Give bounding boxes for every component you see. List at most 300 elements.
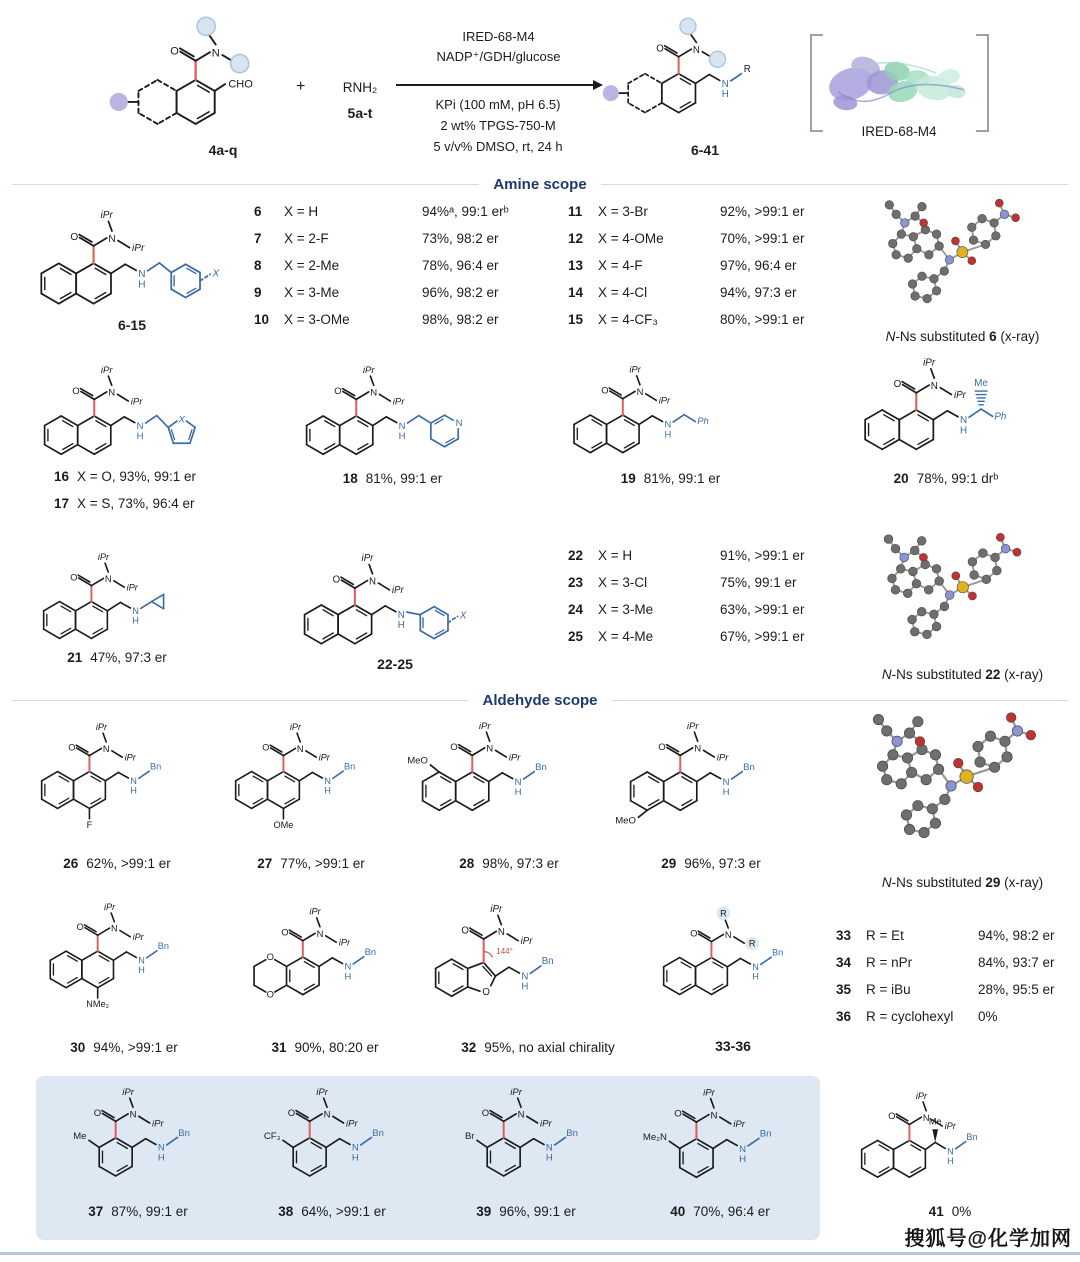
atom-label: O xyxy=(334,385,342,397)
result: 75%, 99:1 er xyxy=(720,575,797,590)
structure-31-svg xyxy=(236,894,432,1025)
compound-number: 33 xyxy=(836,928,852,943)
compound-number: 16 xyxy=(54,469,70,484)
scope-entry xyxy=(836,955,1055,982)
scope-entry xyxy=(836,1009,1055,1036)
compound-number: 10 xyxy=(254,312,270,327)
atom-label: CHO xyxy=(228,78,253,91)
atom-label: O xyxy=(658,741,666,753)
plus-sign: + xyxy=(296,78,306,95)
xray-caption-part: 22 xyxy=(985,667,1001,682)
result: 28%, 95:5 er xyxy=(978,982,1055,997)
atom-label: H xyxy=(722,786,730,798)
result: 94%, 97:3 er xyxy=(720,285,797,300)
bottom-rule xyxy=(0,1252,1080,1255)
structure-38-svg xyxy=(242,1084,424,1205)
atom-label: N xyxy=(486,743,494,755)
scope-entry xyxy=(568,258,804,285)
atom-label: N xyxy=(724,930,732,940)
substituent: X = 4-CF₃ xyxy=(598,312,658,327)
substituent: X = 4-F xyxy=(598,258,643,273)
compound-number: 30 xyxy=(70,1040,86,1055)
structure-22-25 xyxy=(286,540,488,675)
caption-39 xyxy=(438,1204,614,1219)
amine-formula: RNH₂ xyxy=(342,80,378,95)
atom-label: H xyxy=(960,425,968,437)
substituent: X = 3-Me xyxy=(598,602,654,617)
caption-31 xyxy=(232,1040,418,1055)
atom-label: H xyxy=(545,1152,553,1164)
atom-label: H xyxy=(351,1152,359,1164)
result: 92%, >99:1 er xyxy=(720,204,805,219)
atom-label: N xyxy=(455,417,463,429)
atom-label: Bn xyxy=(743,761,755,773)
atom-label: Bn xyxy=(541,956,554,968)
atom-label: N xyxy=(132,606,139,616)
atom-label: O xyxy=(266,951,274,963)
substrate-structure xyxy=(102,10,349,146)
product-label: 6-41 xyxy=(690,142,720,158)
atom-label: iPr xyxy=(953,389,966,401)
scope-entry xyxy=(568,629,804,656)
atom-label: Bn xyxy=(966,1132,978,1142)
atom-label: H xyxy=(344,970,352,982)
enzyme-ribbon-image xyxy=(824,36,974,124)
substituent: X = 4-Me xyxy=(598,629,654,644)
enzyme-ribbon-svg xyxy=(824,36,974,124)
atom-label: N xyxy=(960,415,968,427)
xray-caption-part: (x-ray) xyxy=(1000,875,1044,890)
compound-result: X = O, 93%, 99:1 er xyxy=(77,469,196,484)
compound-number: 14 xyxy=(568,285,584,300)
structure-28-svg xyxy=(404,708,604,841)
xray-image-6 xyxy=(846,192,1060,308)
xray-image-29 xyxy=(840,704,1070,844)
atom-label: H xyxy=(664,428,672,440)
atom-label: iPr xyxy=(104,901,116,912)
compound-number: 39 xyxy=(476,1204,492,1219)
atom-label: N xyxy=(136,420,144,432)
structure-38 xyxy=(242,1084,424,1205)
atom-label: H xyxy=(397,620,405,632)
atom-label: iPr xyxy=(510,1086,522,1098)
atom-label: N xyxy=(108,233,116,245)
atom-label: N xyxy=(739,1143,747,1155)
compound-result: 78%, 99:1 drᵇ xyxy=(916,471,999,486)
substrate-structure-svg xyxy=(102,10,349,146)
atom-label: N xyxy=(369,576,377,588)
structure-21 xyxy=(26,540,218,668)
atom-label: H xyxy=(721,88,729,100)
xray-caption-part: -Ns substituted xyxy=(891,875,986,890)
compound-number: 6 xyxy=(254,204,262,219)
caption-21 xyxy=(28,650,206,665)
compound-result: 87%, 99:1 er xyxy=(111,1204,188,1219)
atom-label: Bn xyxy=(759,1128,772,1140)
atom-label: iPr xyxy=(520,936,533,948)
atom-label: N xyxy=(316,928,324,940)
atom-label: R xyxy=(748,938,756,949)
compound-number: 40 xyxy=(670,1204,686,1219)
condition-line: 5 v/v% DMSO, rt, 24 h xyxy=(433,139,563,154)
atom-label: Bn xyxy=(343,761,356,772)
xray-caption-29 xyxy=(830,860,1080,905)
atom-label: O xyxy=(262,742,270,753)
structure-31 xyxy=(236,894,432,1025)
result: 78%, 96:4 er xyxy=(422,258,499,273)
substituent: X = 2-Me xyxy=(284,258,340,273)
compound-number: 31 xyxy=(271,1040,287,1055)
atom-label: N xyxy=(947,1146,954,1157)
atom-label: iPr xyxy=(478,720,491,732)
condition-line: KPi (100 mM, pH 6.5) xyxy=(435,97,561,112)
result: 80%, >99:1 er xyxy=(720,312,805,327)
scope-entry xyxy=(568,285,804,312)
compound-result: 47%, 97:3 er xyxy=(90,650,167,665)
atom-label: N xyxy=(138,955,145,966)
compound-number: 13 xyxy=(568,258,584,273)
atom-label: iPr xyxy=(122,1086,134,1098)
compound-number: 11 xyxy=(568,204,583,219)
atom-label: Bn xyxy=(364,946,377,958)
caption-27 xyxy=(222,856,400,871)
compound-result: 62%, >99:1 er xyxy=(86,856,171,871)
structure-20 xyxy=(846,344,1052,481)
atom-label: iPr xyxy=(540,1118,552,1130)
compound-number: 32 xyxy=(461,1040,477,1055)
structure-27 xyxy=(218,710,410,838)
atom-label: H xyxy=(132,615,139,626)
atom-label: iPr xyxy=(318,752,330,763)
structure-29 xyxy=(612,708,812,841)
compound-result: 70%, 96:4 er xyxy=(693,1204,770,1219)
structure-27-svg xyxy=(218,710,410,838)
structure-6-15-svg xyxy=(22,196,232,336)
compound-number: 18 xyxy=(342,471,358,486)
compound-result: 81%, 99:1 er xyxy=(365,471,443,486)
structure-19-svg xyxy=(556,352,752,483)
section-title: Amine scope xyxy=(493,176,587,193)
atom-label: N xyxy=(521,971,529,983)
xray-caption-part: -Ns substituted xyxy=(895,329,990,344)
atom-label: N xyxy=(545,1142,553,1154)
structure-20-svg xyxy=(846,344,1052,481)
atom-label: 144° xyxy=(496,947,513,957)
atom-label: iPr xyxy=(944,1121,956,1132)
section-title: Aldehyde scope xyxy=(482,692,598,709)
xray-caption-part: -Ns substituted xyxy=(891,667,986,682)
atom-label: iPr xyxy=(97,552,110,562)
compound-number: 38 xyxy=(278,1204,294,1219)
structure-39-svg xyxy=(436,1084,618,1205)
atom-label: R xyxy=(743,64,751,75)
xray-caption-part: (x-ray) xyxy=(996,329,1040,344)
atom-label: MeO xyxy=(407,755,428,767)
substituent: R = nPr xyxy=(866,955,913,970)
structure-18-svg xyxy=(288,352,488,485)
atom-label: F xyxy=(86,820,93,830)
compound-result: 96%, 97:3 er xyxy=(684,856,761,871)
atom-label: Bn xyxy=(157,941,169,952)
compound-number: 25 xyxy=(568,629,584,644)
compound-number: 15 xyxy=(568,312,584,327)
scope-list-33-36 xyxy=(836,928,1055,1036)
atom-label: NMe₂ xyxy=(86,999,110,1010)
structure-19 xyxy=(556,352,752,483)
structure-26 xyxy=(24,710,216,838)
result: 97%, 96:4 er xyxy=(720,258,797,273)
atom-label: iPr xyxy=(703,1087,715,1099)
atom-label: Bn xyxy=(149,761,162,772)
structure-16-17-svg xyxy=(26,352,226,485)
compound-result: 77%, >99:1 er xyxy=(280,856,365,871)
compound-number: 9 xyxy=(254,285,262,300)
caption-20 xyxy=(846,471,1046,486)
atom-label: O xyxy=(461,925,469,937)
substituent: X = 3-Me xyxy=(284,285,340,300)
compound-number: 29 xyxy=(661,856,677,871)
result: 91%, >99:1 er xyxy=(720,548,805,563)
atom-label: N xyxy=(370,387,378,399)
result: 98%, 98:2 er xyxy=(422,312,499,327)
compound-number: 21 xyxy=(67,650,83,665)
caption-18 xyxy=(300,471,485,486)
atom-label: O xyxy=(76,922,84,933)
result: 96%, 98:2 er xyxy=(422,285,499,300)
compound-number: 28 xyxy=(459,856,475,871)
structure-40 xyxy=(628,1084,812,1207)
atom-label: X xyxy=(459,610,467,622)
atom-label: iPr xyxy=(716,752,729,764)
atom-label: CF₃ xyxy=(263,1131,281,1143)
atom-label: Me xyxy=(974,377,988,389)
structure-33-36-svg xyxy=(646,896,838,1024)
structure-37 xyxy=(48,1084,230,1205)
result: 94%, 98:2 er xyxy=(978,928,1055,943)
atom-label: N xyxy=(922,1112,930,1123)
atom-label: iPr xyxy=(392,396,405,408)
atom-label: H xyxy=(138,964,145,975)
atom-label: MeO xyxy=(615,815,636,827)
atom-label: X xyxy=(178,414,185,426)
caption-41 xyxy=(880,1204,1020,1219)
atom-label: N xyxy=(108,387,116,399)
substituent: X = H xyxy=(284,204,319,219)
xray-caption-part: N xyxy=(881,667,892,682)
atom-label: iPr xyxy=(95,722,108,732)
atom-label: N xyxy=(129,1109,137,1121)
compound-number: 24 xyxy=(568,602,584,617)
atom-label: iPr xyxy=(915,1090,928,1101)
caption-6-15: 6-15 xyxy=(117,317,147,333)
structure-28 xyxy=(404,708,604,841)
atom-label: O xyxy=(266,988,274,1000)
atom-label: iPr xyxy=(508,752,521,764)
scope-entry xyxy=(568,575,804,602)
atom-label: N xyxy=(104,574,112,584)
scope-entry xyxy=(254,258,509,285)
conditions-below-arrow xyxy=(378,94,618,157)
atom-label: O xyxy=(72,385,80,397)
atom-label: O xyxy=(281,926,289,938)
atom-label: iPr xyxy=(658,394,671,406)
caption-22-25: 22-25 xyxy=(377,656,413,672)
structure-41 xyxy=(844,1082,1036,1210)
atom-label: iPr xyxy=(316,1086,328,1098)
result: 0% xyxy=(978,1009,998,1024)
atom-label: N xyxy=(324,776,331,786)
xray-caption-part: N xyxy=(885,329,896,344)
atom-label: O xyxy=(674,1108,682,1120)
watermark: 搜狐号@化学加网 xyxy=(904,1228,1072,1250)
atom-label: iPr xyxy=(362,364,375,376)
compound-result: 64%, >99:1 er xyxy=(301,1204,386,1219)
xray-svg xyxy=(878,526,1028,644)
atom-label: iPr xyxy=(126,582,138,593)
scope-list-22-25 xyxy=(568,548,804,656)
atom-label: iPr xyxy=(923,357,936,369)
atom-label: iPr xyxy=(391,585,404,597)
compound-result: 96%, 99:1 er xyxy=(499,1204,576,1219)
xray-caption-part: N xyxy=(881,875,892,890)
compound-number: 27 xyxy=(257,856,273,871)
divider-line xyxy=(12,184,479,185)
caption-28 xyxy=(418,856,600,871)
atom-label: N xyxy=(497,927,505,939)
divider-line xyxy=(601,184,1068,185)
atom-label: N xyxy=(397,610,405,622)
atom-label: H xyxy=(130,785,137,796)
scope-entry xyxy=(254,231,509,258)
compound-result: 98%, 97:3 er xyxy=(482,856,559,871)
substituent: X = 4-OMe xyxy=(598,231,664,246)
structure-16-17 xyxy=(26,352,226,485)
structure-29-svg xyxy=(612,708,812,841)
compound-result: 90%, 80:20 er xyxy=(294,1040,379,1055)
structure-33-36 xyxy=(646,896,838,1024)
substituent: X = 3-Br xyxy=(598,204,648,219)
atom-label: N xyxy=(111,923,118,934)
compound-number: 34 xyxy=(836,955,852,970)
compound-result: 81%, 99:1 er xyxy=(643,471,721,486)
atom-label: R xyxy=(720,908,727,919)
atom-label: H xyxy=(136,430,144,442)
xray-caption-part: 6 xyxy=(989,329,997,344)
compound-number: 17 xyxy=(54,496,70,511)
atom-label: O xyxy=(93,1107,102,1119)
substituent: X = 3-Cl xyxy=(598,575,648,590)
atom-label: Me xyxy=(928,1116,942,1127)
divider-line xyxy=(12,700,468,701)
compound-number: 26 xyxy=(63,856,79,871)
result: 63%, >99:1 er xyxy=(720,602,805,617)
atom-label: Bn xyxy=(566,1127,578,1139)
atom-label: Ph xyxy=(994,411,1007,423)
atom-label: H xyxy=(398,430,406,442)
structure-40-svg xyxy=(628,1084,812,1207)
atom-label: O xyxy=(482,986,490,998)
structure-37-svg xyxy=(48,1084,230,1205)
atom-label: Br xyxy=(464,1131,475,1143)
atom-label: N xyxy=(930,380,938,392)
atom-label: N xyxy=(157,1142,165,1154)
scope-entry xyxy=(568,602,804,629)
xray-caption-part: 29 xyxy=(985,875,1001,890)
compound-result: 94%, >99:1 er xyxy=(93,1040,178,1055)
atom-label: N xyxy=(664,418,672,430)
atom-label: N xyxy=(752,962,759,972)
atom-label: N xyxy=(517,1109,525,1121)
compound-number: 35 xyxy=(836,982,852,997)
scope-entry xyxy=(254,312,509,339)
atom-label: N xyxy=(102,744,110,754)
atom-label: iPr xyxy=(132,243,145,255)
left-bracket xyxy=(810,34,823,132)
atom-label: N xyxy=(721,78,729,90)
atom-label: O xyxy=(481,1107,490,1119)
atom-label: iPr xyxy=(124,752,136,763)
atom-label: iPr xyxy=(490,904,503,916)
xray-caption-22 xyxy=(830,652,1080,697)
atom-label: iPr xyxy=(733,1119,745,1131)
substituent: X = 3-OMe xyxy=(284,312,350,327)
caption-33-36: 33-36 xyxy=(715,1038,751,1054)
result: 73%, 98:2 er xyxy=(422,231,499,246)
compound-number: 37 xyxy=(88,1204,104,1219)
atom-label: iPr xyxy=(100,209,113,221)
structure-26-svg xyxy=(24,710,216,838)
atom-label: iPr xyxy=(629,363,641,375)
atom-label: O xyxy=(601,384,609,396)
xray-svg xyxy=(879,192,1027,308)
compound-number: 36 xyxy=(836,1009,852,1024)
compound-number: 41 xyxy=(928,1204,944,1219)
compound-result: 0% xyxy=(951,1204,972,1219)
compound-number: 23 xyxy=(568,575,584,590)
product-structure xyxy=(596,12,814,132)
atom-label: O xyxy=(170,45,179,58)
atom-label: iPr xyxy=(132,932,144,943)
result: 84%, 93:7 er xyxy=(978,955,1055,970)
caption-32 xyxy=(424,1040,652,1055)
substituent: R = Et xyxy=(866,928,904,943)
atom-label: iPr xyxy=(686,720,699,732)
atom-label: O xyxy=(690,928,698,939)
atom-label: iPr xyxy=(346,1118,358,1130)
atom-label: H xyxy=(521,981,529,993)
atom-label: Bn xyxy=(535,761,547,773)
caption-17 xyxy=(54,496,194,511)
atom-label: O xyxy=(656,43,664,55)
structure-32-svg xyxy=(418,890,620,1025)
atom-label: H xyxy=(739,1153,747,1165)
caption-40 xyxy=(630,1204,810,1219)
xray-caption-part: (x-ray) xyxy=(1000,667,1044,682)
atom-label: iPr xyxy=(361,553,374,565)
scope-entry xyxy=(836,982,1055,1009)
atom-label: Bn xyxy=(178,1127,190,1139)
structure-30-svg xyxy=(30,890,226,1021)
atom-label: N xyxy=(323,1109,331,1121)
atom-label: iPr xyxy=(152,1118,164,1130)
atom-label: iPr xyxy=(338,936,351,948)
divider-line xyxy=(612,700,1068,701)
atom-label: N xyxy=(398,420,406,432)
atom-label: H xyxy=(157,1152,165,1164)
scope-entry xyxy=(254,285,509,312)
caption-26 xyxy=(28,856,206,871)
substrate-label: 4a-q xyxy=(208,142,238,158)
